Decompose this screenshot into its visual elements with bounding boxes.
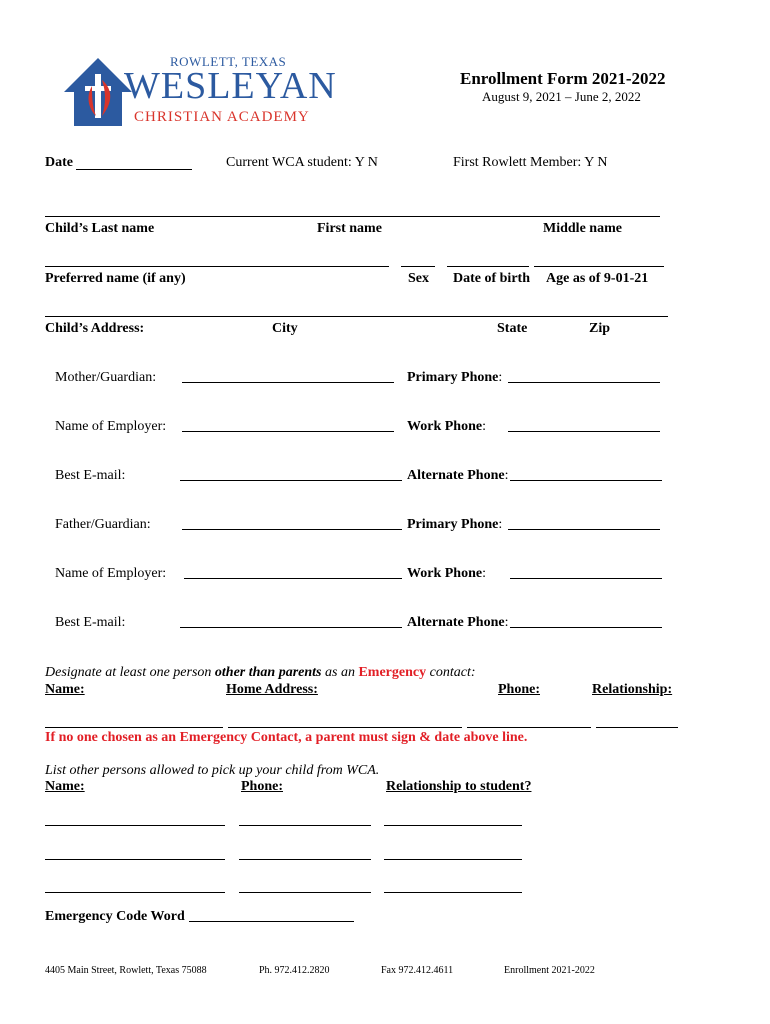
code-word-label: Emergency Code Word (45, 909, 185, 924)
form-title: Enrollment Form 2021-2022 (460, 69, 666, 88)
logo-sub-text: CHRISTIAN ACADEMY (134, 109, 310, 125)
footer-fax: Fax 972.412.4611 (381, 965, 454, 976)
father-primary-phone-label: Primary Phone: (407, 517, 503, 532)
father-employer-label: Name of Employer: (55, 566, 167, 581)
emergency-address-header: Home Address: (226, 682, 318, 697)
child-first-name-label: First name (317, 221, 382, 236)
mother-email-label: Best E-mail: (55, 468, 126, 483)
city-label: City (272, 321, 298, 336)
state-label: State (497, 321, 528, 336)
emergency-address-field[interactable] (228, 715, 462, 728)
pickup-relationship-field[interactable] (384, 847, 522, 860)
footer-form-name: Enrollment 2021-2022 (504, 965, 595, 976)
pickup-intro: List other persons allowed to pick up your child from WCA. (45, 763, 380, 778)
emergency-phone-field[interactable] (467, 715, 591, 728)
age-label: Age as of 9-01-21 (546, 271, 649, 286)
father-email-label: Best E-mail: (55, 615, 126, 630)
pickup-name-field[interactable] (45, 813, 225, 826)
father-guardian-field[interactable] (182, 517, 402, 530)
child-address-field[interactable] (45, 304, 668, 317)
mother-guardian-field[interactable] (182, 370, 394, 383)
logo-main-text: WESLEYAN (124, 65, 337, 107)
mother-alt-phone-field[interactable] (510, 468, 662, 481)
mother-employer-field[interactable] (182, 419, 394, 432)
emergency-relationship-field[interactable] (596, 715, 678, 728)
footer-address: 4405 Main Street, Rowlett, Texas 75088 (45, 965, 207, 976)
father-work-phone-field[interactable] (510, 566, 662, 579)
mother-primary-phone-field[interactable] (508, 370, 660, 383)
preferred-name-field[interactable] (45, 254, 389, 267)
dob-label: Date of birth (453, 271, 530, 286)
emergency-name-field[interactable] (45, 715, 223, 728)
mother-work-phone-field[interactable] (508, 419, 660, 432)
pickup-relationship-header: Relationship to student? (386, 779, 532, 794)
emergency-warning: If no one chosen as an Emergency Contact, a parent must sign & date above line. (45, 730, 528, 745)
current-student-label: Current WCA student: Y N (226, 155, 378, 170)
father-employer-field[interactable] (184, 566, 402, 579)
mother-alt-phone-label: Alternate Phone: (407, 468, 509, 483)
footer-phone: Ph. 972.412.2820 (259, 965, 330, 976)
logo-top-text: ROWLETT, TEXAS (170, 54, 287, 69)
pickup-relationship-field[interactable] (384, 813, 522, 826)
pickup-phone-field[interactable] (239, 813, 371, 826)
father-primary-phone-field[interactable] (508, 517, 660, 530)
child-name-field[interactable] (45, 204, 660, 217)
mother-guardian-label: Mother/Guardian: (55, 370, 157, 385)
rowlett-member-label: First Rowlett Member: Y N (453, 155, 608, 170)
father-alt-phone-field[interactable] (510, 615, 662, 628)
mother-employer-label: Name of Employer: (55, 419, 167, 434)
pickup-phone-header: Phone: (241, 779, 283, 794)
pickup-relationship-field[interactable] (384, 880, 522, 893)
father-alt-phone-label: Alternate Phone: (407, 615, 509, 630)
pickup-name-field[interactable] (45, 847, 225, 860)
dob-field[interactable] (447, 254, 529, 267)
mother-email-field[interactable] (180, 468, 402, 481)
mother-work-phone-label: Work Phone: (407, 419, 486, 434)
age-field[interactable] (534, 254, 664, 267)
emergency-intro: Designate at least one person other than parents as an Emergency contact: (45, 665, 476, 680)
mother-primary-phone-label: Primary Phone: (407, 370, 503, 385)
date-field[interactable] (76, 157, 192, 170)
father-guardian-label: Father/Guardian: (55, 517, 151, 532)
child-last-name-label: Child’s Last name (45, 221, 155, 236)
preferred-name-label: Preferred name (if any) (45, 271, 186, 286)
emergency-relationship-header: Relationship: (592, 682, 673, 697)
zip-label: Zip (589, 321, 611, 336)
father-work-phone-label: Work Phone: (407, 566, 486, 581)
child-middle-name-label: Middle name (543, 221, 622, 236)
pickup-phone-field[interactable] (239, 847, 371, 860)
date-label: Date (45, 155, 73, 170)
sex-field[interactable] (401, 254, 435, 267)
sex-label: Sex (408, 271, 429, 286)
form-dates: August 9, 2021 – June 2, 2022 (482, 89, 641, 104)
pickup-name-field[interactable] (45, 880, 225, 893)
child-address-label: Child’s Address: (45, 321, 145, 336)
father-email-field[interactable] (180, 615, 402, 628)
code-word-field[interactable] (189, 909, 354, 922)
emergency-phone-header: Phone: (498, 682, 540, 697)
pickup-name-header: Name: (45, 779, 85, 794)
pickup-phone-field[interactable] (239, 880, 371, 893)
emergency-name-header: Name: (45, 682, 85, 697)
